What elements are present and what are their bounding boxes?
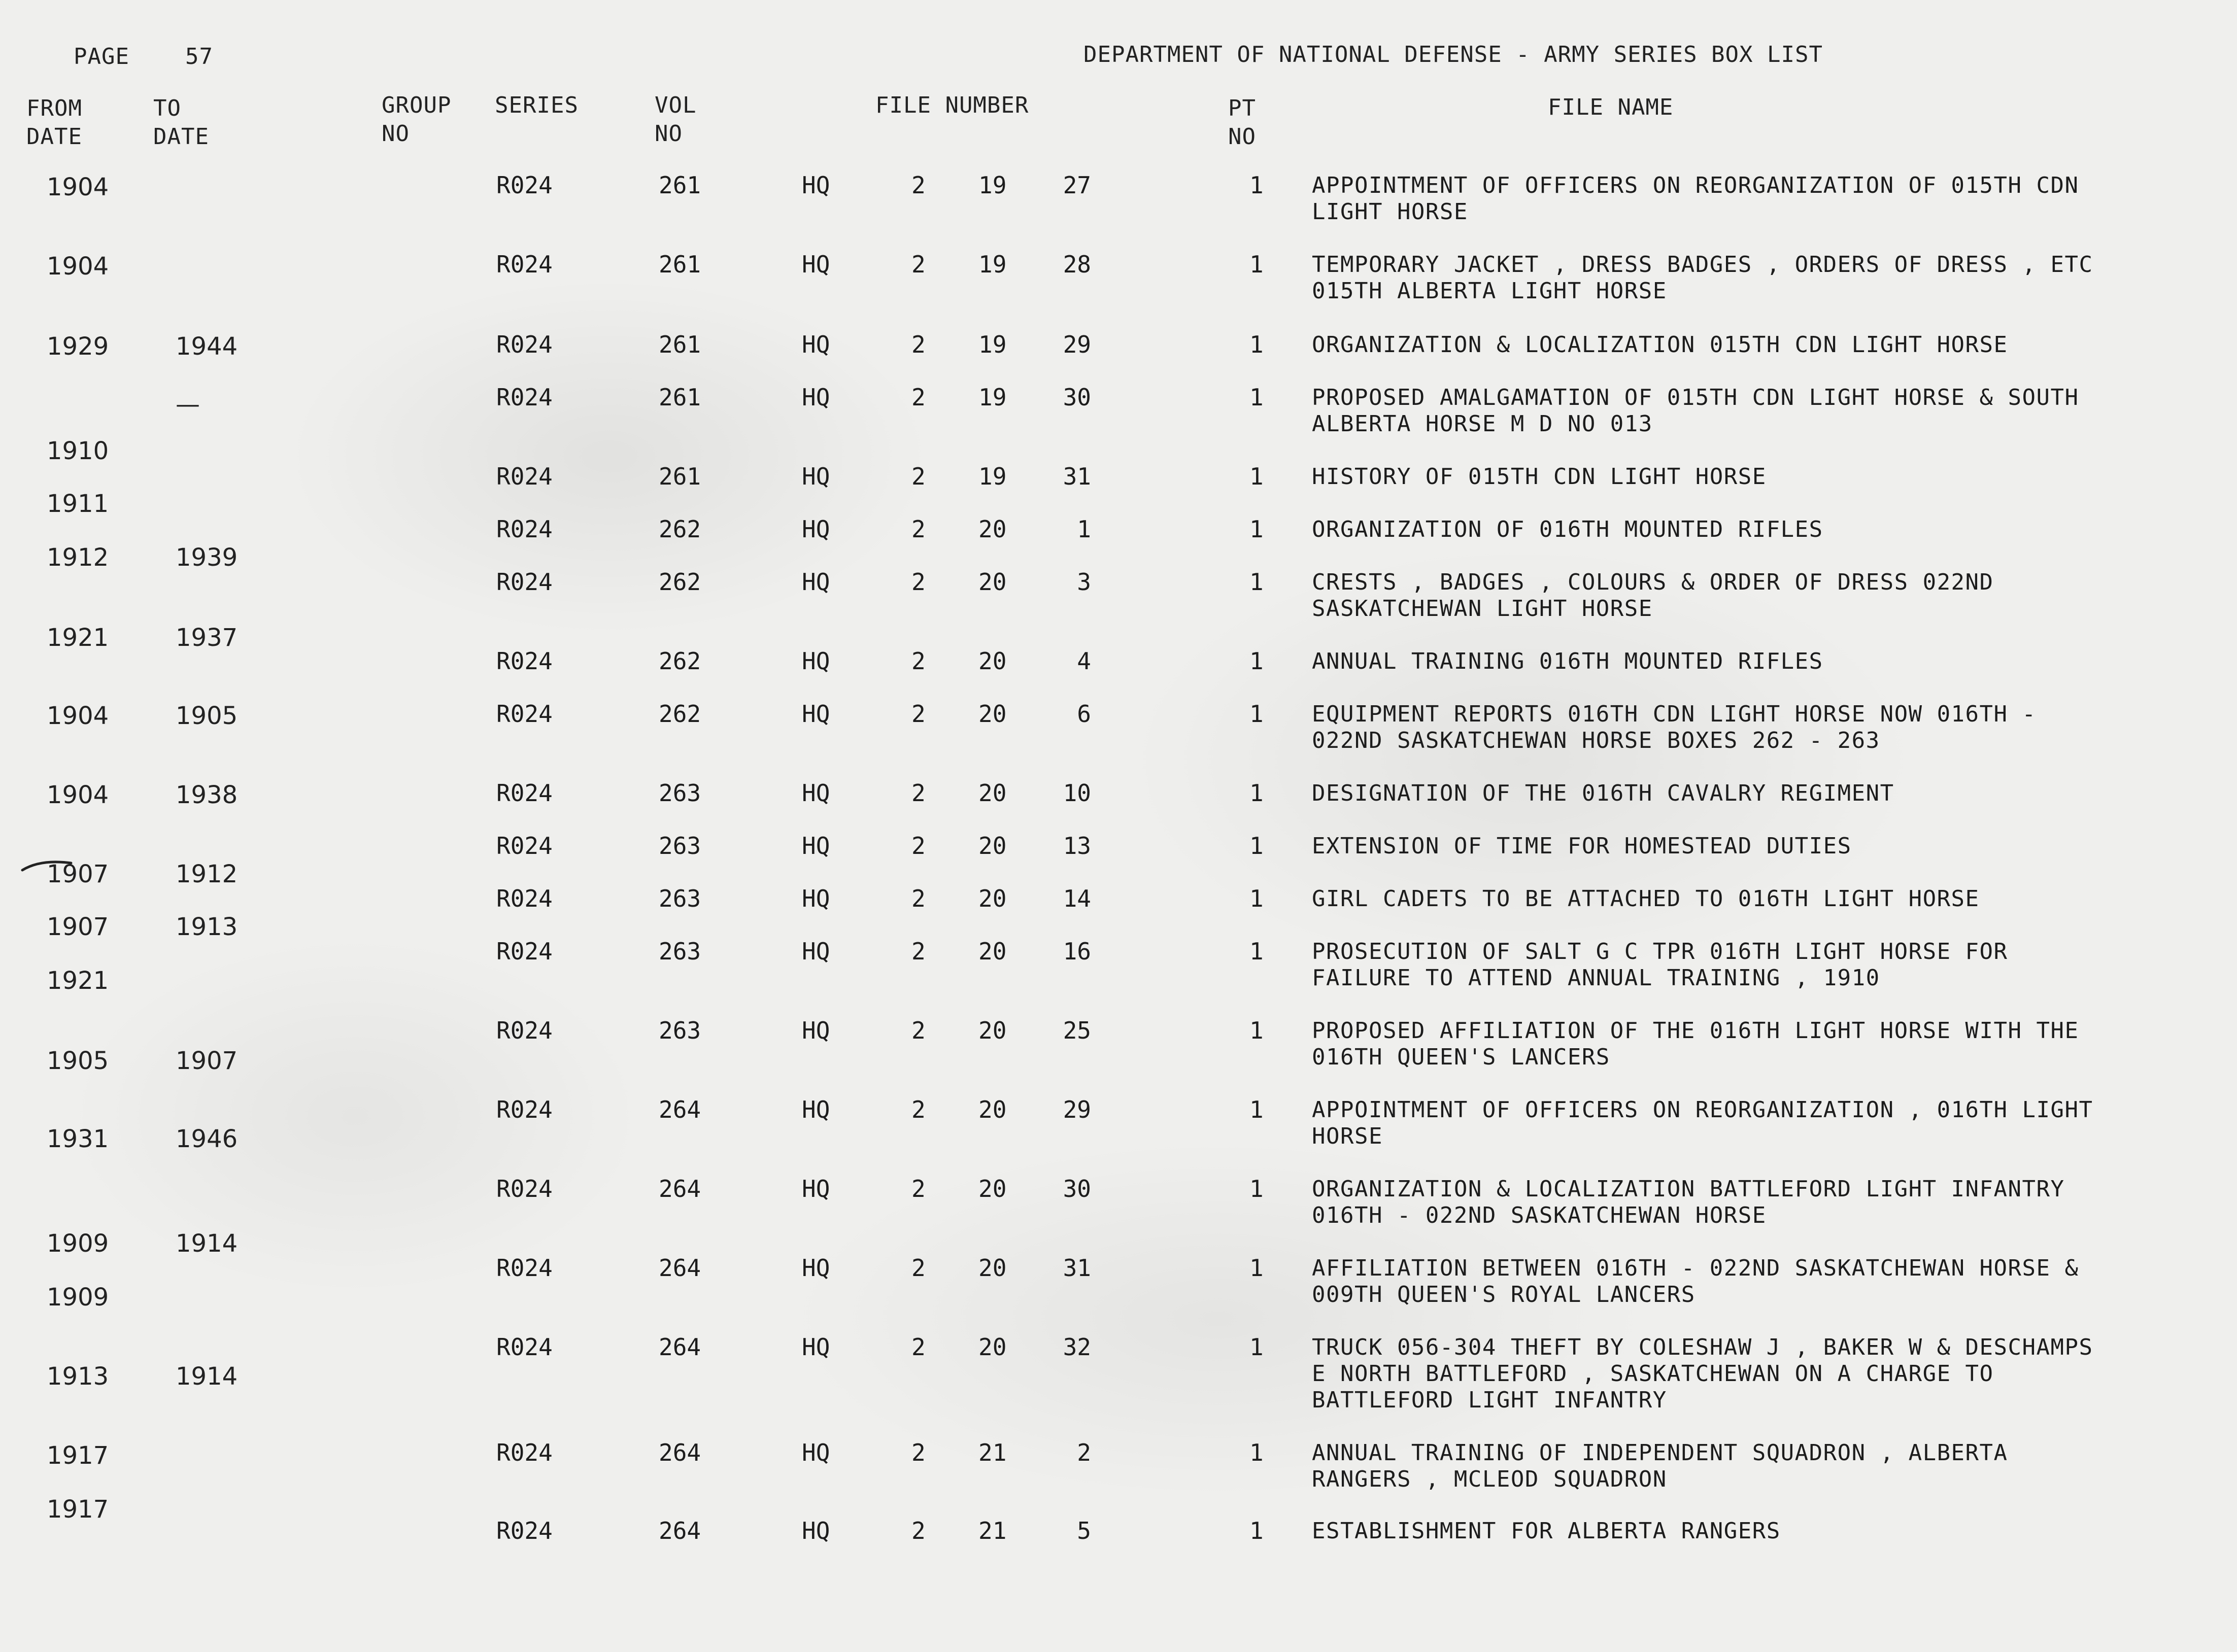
series-cell: R024 bbox=[496, 1517, 553, 1544]
vol-cell: 264 bbox=[659, 1439, 701, 1466]
vol-cell: 263 bbox=[659, 779, 701, 807]
file-name-cell bbox=[1312, 780, 1894, 807]
pt-cell: 1 bbox=[1249, 1096, 1264, 1123]
file-name-line: BATTLEFORD LIGHT INFANTRY bbox=[1312, 1387, 1667, 1413]
file-num-1-cell: 2 bbox=[911, 515, 926, 543]
vol-cell: 261 bbox=[659, 331, 701, 358]
file-name-line: ORGANIZATION & LOCALIZATION BATTLEFORD LIGHT INFANTRY bbox=[1312, 1176, 2065, 1202]
file-prefix-cell: HQ bbox=[802, 331, 830, 358]
pt-cell: 1 bbox=[1249, 251, 1264, 278]
handwritten-from-date: 1904 bbox=[47, 781, 109, 809]
file-name-line: 009TH QUEEN'S ROYAL LANCERS bbox=[1312, 1282, 1696, 1307]
vol-cell: 264 bbox=[659, 1333, 701, 1361]
handwritten-from-date: 1909 bbox=[47, 1283, 109, 1312]
file-name-cell bbox=[1312, 648, 1823, 675]
series-cell: R024 bbox=[496, 938, 553, 965]
handwritten-from-date: 1929 bbox=[47, 332, 109, 361]
file-num-1-cell: 2 bbox=[911, 832, 926, 859]
col-to-date bbox=[153, 94, 209, 151]
file-name-cell bbox=[1312, 1518, 1781, 1544]
file-num-3-cell: 16 bbox=[1063, 938, 1091, 965]
series-cell: R024 bbox=[496, 700, 553, 728]
file-num-2-cell: 20 bbox=[978, 700, 1007, 728]
file-num-1-cell: 2 bbox=[911, 1096, 926, 1123]
file-num-2-cell: 20 bbox=[978, 779, 1007, 807]
file-name-line: SASKATCHEWAN LIGHT HORSE bbox=[1312, 596, 1653, 622]
file-name-cell bbox=[1312, 1440, 2008, 1493]
pt-cell: 1 bbox=[1249, 171, 1264, 199]
file-num-2-cell: 20 bbox=[978, 885, 1007, 912]
page-title: DEPARTMENT OF NATIONAL DEFENSE - ARMY SERIES BOX LIST bbox=[1083, 42, 1823, 67]
file-name-cell bbox=[1312, 252, 2093, 304]
file-num-3-cell: 32 bbox=[1063, 1333, 1091, 1361]
series-cell: R024 bbox=[496, 331, 553, 358]
file-num-3-cell: 27 bbox=[1063, 171, 1091, 199]
file-num-3-cell: 2 bbox=[1077, 1439, 1091, 1466]
file-num-3-cell: 13 bbox=[1063, 832, 1091, 859]
file-num-1-cell: 2 bbox=[911, 463, 926, 490]
file-name-line: APPOINTMENT OF OFFICERS ON REORGANIZATION OF 015TH CDN bbox=[1312, 173, 2079, 198]
file-num-1-cell: 2 bbox=[911, 1017, 926, 1044]
file-num-2-cell: 20 bbox=[978, 1333, 1007, 1361]
file-name-line: TRUCK 056-304 THEFT BY COLESHAW J , BAKER W & DESCHAMPS bbox=[1312, 1334, 2093, 1360]
file-name-line: HORSE bbox=[1312, 1123, 1383, 1149]
pt-cell: 1 bbox=[1249, 1254, 1264, 1282]
file-name-line: 015TH ALBERTA LIGHT HORSE bbox=[1312, 278, 1667, 304]
file-num-2-cell: 20 bbox=[978, 1096, 1007, 1123]
file-name-line: GIRL CADETS TO BE ATTACHED TO 016TH LIGHT HORSE bbox=[1312, 886, 1980, 912]
file-num-3-cell: 3 bbox=[1077, 568, 1091, 596]
file-name-line: ESTABLISHMENT FOR ALBERTA RANGERS bbox=[1312, 1518, 1781, 1544]
pt-cell: 1 bbox=[1249, 568, 1264, 596]
col-pt-no bbox=[1228, 94, 1256, 151]
col-group-no-line1: GROUP bbox=[382, 92, 452, 118]
handwritten-from-date: 1904 bbox=[47, 252, 109, 281]
file-prefix-cell: HQ bbox=[802, 463, 830, 490]
file-prefix-cell: HQ bbox=[802, 938, 830, 965]
file-name-cell bbox=[1312, 1176, 2064, 1229]
vol-cell: 264 bbox=[659, 1254, 701, 1282]
handwritten-to-date: 1938 bbox=[176, 781, 238, 809]
file-name-line: APPOINTMENT OF OFFICERS ON REORGANIZATION , 016TH LIGHT bbox=[1312, 1097, 2093, 1123]
file-name-cell bbox=[1312, 1334, 2093, 1414]
file-num-2-cell: 20 bbox=[978, 1175, 1007, 1202]
vol-cell: 264 bbox=[659, 1517, 701, 1544]
pt-cell: 1 bbox=[1249, 885, 1264, 912]
pt-cell: 1 bbox=[1249, 1517, 1264, 1544]
handwritten-to-date: 1913 bbox=[176, 913, 238, 941]
col-pt-no-line1: PT bbox=[1228, 95, 1256, 121]
file-prefix-cell: HQ bbox=[802, 1333, 830, 1361]
vol-cell: 263 bbox=[659, 885, 701, 912]
col-to-date-line2: DATE bbox=[153, 124, 209, 150]
col-file-number: FILE NUMBER bbox=[875, 92, 1029, 118]
col-group-no-line2: NO bbox=[382, 121, 410, 147]
series-cell: R024 bbox=[496, 251, 553, 278]
file-num-1-cell: 2 bbox=[911, 779, 926, 807]
file-name-cell bbox=[1312, 173, 2079, 225]
file-num-1-cell: 2 bbox=[911, 1439, 926, 1466]
vol-cell: 263 bbox=[659, 832, 701, 859]
file-num-1-cell: 2 bbox=[911, 1333, 926, 1361]
file-prefix-cell: HQ bbox=[802, 1017, 830, 1044]
vol-cell: 261 bbox=[659, 171, 701, 199]
file-name-line: EQUIPMENT REPORTS 016TH CDN LIGHT HORSE NOW 016TH - bbox=[1312, 701, 2037, 727]
file-name-line: CRESTS , BADGES , COLOURS & ORDER OF DRESS 022ND bbox=[1312, 569, 1994, 595]
file-name-line: ORGANIZATION OF 016TH MOUNTED RIFLES bbox=[1312, 517, 1823, 542]
file-num-2-cell: 20 bbox=[978, 1017, 1007, 1044]
pt-cell: 1 bbox=[1249, 1175, 1264, 1202]
file-num-2-cell: 19 bbox=[978, 171, 1007, 199]
file-num-3-cell: 28 bbox=[1063, 251, 1091, 278]
file-num-3-cell: 31 bbox=[1063, 463, 1091, 490]
series-cell: R024 bbox=[496, 832, 553, 859]
file-name-cell bbox=[1312, 701, 2037, 754]
file-name-cell bbox=[1312, 464, 1767, 490]
vol-cell: 263 bbox=[659, 938, 701, 965]
series-cell: R024 bbox=[496, 647, 553, 675]
file-num-1-cell: 2 bbox=[911, 938, 926, 965]
file-num-1-cell: 2 bbox=[911, 1175, 926, 1202]
file-prefix-cell: HQ bbox=[802, 779, 830, 807]
col-group-no bbox=[382, 91, 451, 148]
file-name-cell bbox=[1312, 1097, 2093, 1150]
file-num-2-cell: 20 bbox=[978, 832, 1007, 859]
file-prefix-cell: HQ bbox=[802, 1096, 830, 1123]
handwritten-from-date: 1921 bbox=[47, 624, 109, 652]
file-prefix-cell: HQ bbox=[802, 171, 830, 199]
col-from-date-line2: DATE bbox=[26, 124, 82, 150]
pt-cell: 1 bbox=[1249, 515, 1264, 543]
handwritten-from-date: 1912 bbox=[47, 543, 109, 572]
file-name-line: PROPOSED AFFILIATION OF THE 016TH LIGHT HORSE WITH THE bbox=[1312, 1018, 2079, 1044]
vol-cell: 262 bbox=[659, 647, 701, 675]
vol-cell: 262 bbox=[659, 515, 701, 543]
pt-cell: 1 bbox=[1249, 463, 1264, 490]
handwritten-to-date: 1937 bbox=[176, 624, 238, 652]
file-name-cell bbox=[1312, 1255, 2079, 1308]
col-from-date bbox=[26, 94, 82, 151]
file-num-1-cell: 2 bbox=[911, 251, 926, 278]
series-cell: R024 bbox=[496, 463, 553, 490]
file-num-1-cell: 2 bbox=[911, 700, 926, 728]
handwritten-to-date: 1907 bbox=[176, 1047, 238, 1075]
file-num-3-cell: 29 bbox=[1063, 331, 1091, 358]
col-vol-no-line2: NO bbox=[655, 121, 683, 147]
file-prefix-cell: HQ bbox=[802, 515, 830, 543]
handwritten-to-date: 1946 bbox=[176, 1125, 238, 1153]
file-num-1-cell: 2 bbox=[911, 384, 926, 411]
file-num-2-cell: 19 bbox=[978, 331, 1007, 358]
file-num-3-cell: 31 bbox=[1063, 1254, 1091, 1282]
file-num-1-cell: 2 bbox=[911, 171, 926, 199]
series-cell: R024 bbox=[496, 384, 553, 411]
file-prefix-cell: HQ bbox=[802, 1175, 830, 1202]
col-vol-no bbox=[655, 91, 696, 148]
file-name-line: ORGANIZATION & LOCALIZATION 015TH CDN LIGHT HORSE bbox=[1312, 332, 2008, 358]
series-cell: R024 bbox=[496, 171, 553, 199]
handwritten-to-date: 1912 bbox=[176, 860, 238, 888]
vol-cell: 261 bbox=[659, 251, 701, 278]
pt-cell: 1 bbox=[1249, 779, 1264, 807]
series-cell: R024 bbox=[496, 1175, 553, 1202]
file-prefix-cell: HQ bbox=[802, 1517, 830, 1544]
file-num-1-cell: 2 bbox=[911, 885, 926, 912]
file-name-line: 016TH QUEEN'S LANCERS bbox=[1312, 1044, 1610, 1070]
handwritten-from-date: 1904 bbox=[47, 173, 109, 201]
file-name-line: 022ND SASKATCHEWAN HORSE BOXES 262 - 263 bbox=[1312, 728, 1880, 753]
file-num-2-cell: 19 bbox=[978, 251, 1007, 278]
handwritten-from-date: 1917 bbox=[47, 1495, 109, 1524]
file-prefix-cell: HQ bbox=[802, 1254, 830, 1282]
pt-cell: 1 bbox=[1249, 938, 1264, 965]
pt-cell: 1 bbox=[1249, 647, 1264, 675]
file-name-line: ALBERTA HORSE M D NO 013 bbox=[1312, 411, 1653, 437]
file-num-3-cell: 1 bbox=[1077, 515, 1091, 543]
handwritten-to-date: 1944 bbox=[176, 332, 238, 361]
handwritten-from-date: 1921 bbox=[47, 967, 109, 995]
pt-cell: 1 bbox=[1249, 1439, 1264, 1466]
vol-cell: 263 bbox=[659, 1017, 701, 1044]
file-name-line: LIGHT HORSE bbox=[1312, 199, 1468, 225]
handwritten-from-date: 1907 bbox=[47, 860, 109, 888]
handwritten-from-date: 1931 bbox=[47, 1125, 109, 1153]
file-name-line: E NORTH BATTLEFORD , SASKATCHEWAN ON A CHARGE TO bbox=[1312, 1361, 1994, 1387]
handwritten-to-date: 1939 bbox=[176, 543, 238, 572]
file-name-line: EXTENSION OF TIME FOR HOMESTEAD DUTIES bbox=[1312, 833, 1852, 859]
handwritten-from-date: 1910 bbox=[47, 437, 109, 465]
file-prefix-cell: HQ bbox=[802, 568, 830, 596]
handwritten-from-date: 1917 bbox=[47, 1441, 109, 1470]
file-num-1-cell: 2 bbox=[911, 647, 926, 675]
file-num-1-cell: 2 bbox=[911, 331, 926, 358]
file-num-2-cell: 21 bbox=[978, 1517, 1007, 1544]
file-name-line: PROSECUTION OF SALT G C TPR 016TH LIGHT HORSE FOR bbox=[1312, 939, 2008, 965]
file-num-2-cell: 19 bbox=[978, 384, 1007, 411]
col-to-date-line1: TO bbox=[153, 95, 181, 121]
file-prefix-cell: HQ bbox=[802, 700, 830, 728]
file-num-3-cell: 25 bbox=[1063, 1017, 1091, 1044]
file-num-2-cell: 20 bbox=[978, 938, 1007, 965]
series-cell: R024 bbox=[496, 779, 553, 807]
file-name-cell bbox=[1312, 833, 1852, 859]
handwritten-to-date: 1914 bbox=[176, 1229, 238, 1258]
handwritten-from-date: 1911 bbox=[47, 490, 109, 518]
file-num-2-cell: 20 bbox=[978, 647, 1007, 675]
file-num-3-cell: 30 bbox=[1063, 1175, 1091, 1202]
vol-cell: 261 bbox=[659, 384, 701, 411]
file-prefix-cell: HQ bbox=[802, 1439, 830, 1466]
page-label: PAGE bbox=[74, 44, 129, 70]
handwritten-from-date: 1907 bbox=[47, 913, 109, 941]
file-num-3-cell: 10 bbox=[1063, 779, 1091, 807]
pt-cell: 1 bbox=[1249, 832, 1264, 859]
file-name-cell bbox=[1312, 332, 2008, 358]
series-cell: R024 bbox=[496, 1439, 553, 1466]
file-prefix-cell: HQ bbox=[802, 885, 830, 912]
file-prefix-cell: HQ bbox=[802, 647, 830, 675]
file-name-line: ANNUAL TRAINING OF INDEPENDENT SQUADRON , ALBERTA bbox=[1312, 1440, 2008, 1466]
pt-cell: 1 bbox=[1249, 1333, 1264, 1361]
vol-cell: 264 bbox=[659, 1096, 701, 1123]
series-cell: R024 bbox=[496, 1096, 553, 1123]
col-series: SERIES bbox=[495, 92, 579, 118]
file-prefix-cell: HQ bbox=[802, 832, 830, 859]
file-num-2-cell: 20 bbox=[978, 515, 1007, 543]
handwritten-from-date: 1913 bbox=[47, 1362, 109, 1391]
file-num-3-cell: 29 bbox=[1063, 1096, 1091, 1123]
series-cell: R024 bbox=[496, 885, 553, 912]
series-cell: R024 bbox=[496, 568, 553, 596]
file-num-2-cell: 20 bbox=[978, 1254, 1007, 1282]
file-name-line: RANGERS , MCLEOD SQUADRON bbox=[1312, 1466, 1667, 1492]
series-cell: R024 bbox=[496, 1254, 553, 1282]
file-name-line: DESIGNATION OF THE 016TH CAVALRY REGIMENT bbox=[1312, 780, 1894, 806]
handwritten-from-date: 1904 bbox=[47, 702, 109, 730]
file-name-line: ANNUAL TRAINING 016TH MOUNTED RIFLES bbox=[1312, 648, 1823, 674]
handwritten-to-date: 1914 bbox=[176, 1362, 238, 1391]
file-name-line: AFFILIATION BETWEEN 016TH - 022ND SASKATCHEWAN HORSE & bbox=[1312, 1255, 2079, 1281]
vol-cell: 261 bbox=[659, 463, 701, 490]
page-number: 57 bbox=[185, 44, 213, 70]
file-prefix-cell: HQ bbox=[802, 384, 830, 411]
file-name-cell bbox=[1312, 886, 1980, 912]
vol-cell: 262 bbox=[659, 568, 701, 596]
file-num-1-cell: 2 bbox=[911, 568, 926, 596]
handwritten-to-date: — bbox=[176, 390, 200, 419]
file-name-cell bbox=[1312, 569, 1994, 622]
file-num-2-cell: 21 bbox=[978, 1439, 1007, 1466]
file-num-3-cell: 30 bbox=[1063, 384, 1091, 411]
handwritten-from-date: 1909 bbox=[47, 1229, 109, 1258]
series-cell: R024 bbox=[496, 1017, 553, 1044]
file-num-3-cell: 14 bbox=[1063, 885, 1091, 912]
col-from-date-line1: FROM bbox=[26, 95, 82, 121]
pt-cell: 1 bbox=[1249, 331, 1264, 358]
file-name-line: HISTORY OF 015TH CDN LIGHT HORSE bbox=[1312, 464, 1767, 490]
file-name-line: 016TH - 022ND SASKATCHEWAN HORSE bbox=[1312, 1202, 1767, 1228]
file-num-3-cell: 6 bbox=[1077, 700, 1091, 728]
file-name-line: TEMPORARY JACKET , DRESS BADGES , ORDERS OF DRESS , ETC bbox=[1312, 252, 2093, 278]
file-num-1-cell: 2 bbox=[911, 1254, 926, 1282]
pt-cell: 1 bbox=[1249, 384, 1264, 411]
series-cell: R024 bbox=[496, 1333, 553, 1361]
col-vol-no-line1: VOL bbox=[655, 92, 697, 118]
pen-mark-icon bbox=[20, 855, 76, 875]
col-pt-no-line2: NO bbox=[1228, 124, 1256, 150]
file-num-2-cell: 20 bbox=[978, 568, 1007, 596]
vol-cell: 264 bbox=[659, 1175, 701, 1202]
file-prefix-cell: HQ bbox=[802, 251, 830, 278]
file-num-1-cell: 2 bbox=[911, 1517, 926, 1544]
col-file-name: FILE NAME bbox=[1548, 94, 1674, 120]
handwritten-from-date: 1905 bbox=[47, 1047, 109, 1075]
file-num-2-cell: 19 bbox=[978, 463, 1007, 490]
handwritten-to-date: 1905 bbox=[176, 702, 238, 730]
file-name-line: FAILURE TO ATTEND ANNUAL TRAINING , 1910 bbox=[1312, 965, 1880, 991]
series-cell: R024 bbox=[496, 515, 553, 543]
file-num-3-cell: 5 bbox=[1077, 1517, 1091, 1544]
file-name-cell bbox=[1312, 517, 1823, 543]
file-name-line: PROPOSED AMALGAMATION OF 015TH CDN LIGHT HORSE & SOUTH bbox=[1312, 385, 2079, 410]
pt-cell: 1 bbox=[1249, 1017, 1264, 1044]
vol-cell: 262 bbox=[659, 700, 701, 728]
file-num-3-cell: 4 bbox=[1077, 647, 1091, 675]
file-name-cell bbox=[1312, 385, 2079, 437]
file-name-cell bbox=[1312, 939, 2008, 991]
file-name-cell bbox=[1312, 1018, 2079, 1071]
pt-cell: 1 bbox=[1249, 700, 1264, 728]
